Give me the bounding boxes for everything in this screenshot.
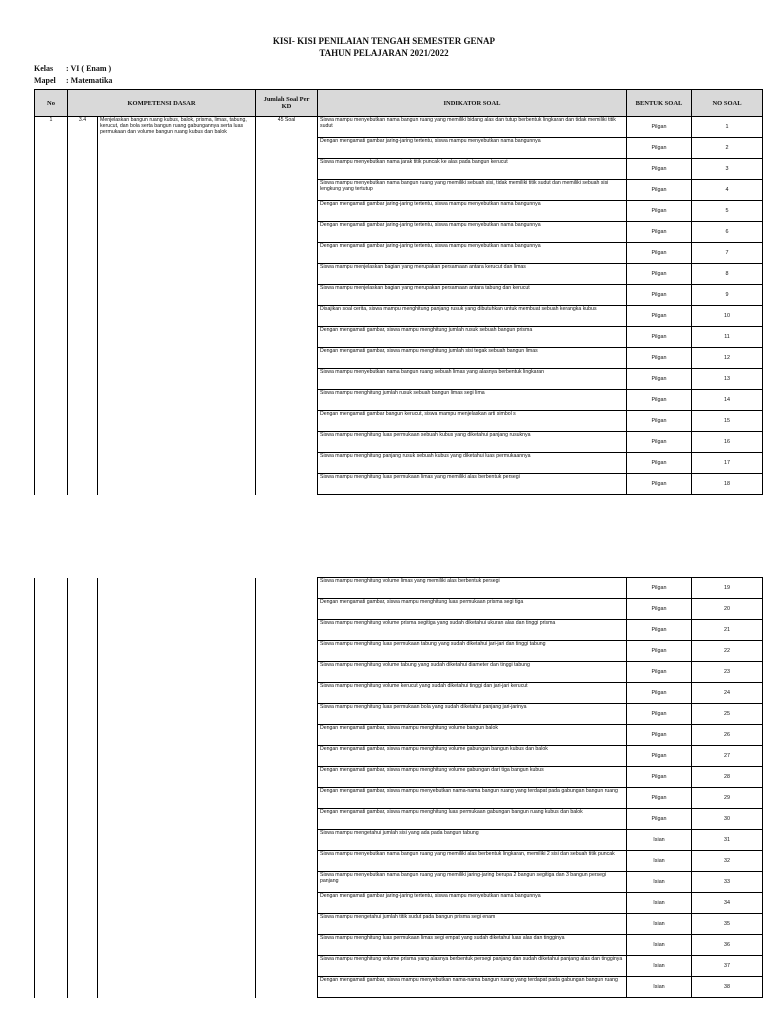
indikator-cell: Siswa mampu mengetahui jumlah titik sudut pada bangun prisma segi enam <box>318 914 627 935</box>
indikator-cell: Siswa mampu menyebutkan nama bangun ruang yang memiliki bidang alas dan tutup berbentuk lingkaran dan tidak memiliki titik sudut <box>318 117 627 138</box>
no-soal-cell: 22 <box>692 641 763 662</box>
bentuk-soal-cell: Pilgan <box>627 746 692 767</box>
no-soal-cell: 25 <box>692 704 763 725</box>
indikator-cell: Siswa mampu menghitung volume tabung yang sudah diketahui diameter dan tinggi tabung <box>318 662 627 683</box>
no-soal-cell: 17 <box>692 453 763 474</box>
indikator-cell: Dengan mengamati gambar, siswa mampu menghitung luas permukaan prisma segi tiga <box>318 599 627 620</box>
indikator-cell: Dengan mengamati gambar jaring-jaring tertentu, siswa mampu menyebutkan nama bangunnya <box>318 243 627 264</box>
kelas-label: Kelas <box>34 64 54 73</box>
no-soal-cell: 1 <box>692 117 763 138</box>
bentuk-soal-cell: Pilgan <box>627 683 692 704</box>
row-number: 1 <box>35 117 68 495</box>
no-soal-cell: 35 <box>692 914 763 935</box>
col-header-no: No <box>35 90 68 117</box>
no-soal-cell: 14 <box>692 390 763 411</box>
jumlah-soal: 45 Soal <box>256 117 318 495</box>
no-soal-cell: 36 <box>692 935 763 956</box>
bentuk-soal-cell: Pilgan <box>627 243 692 264</box>
kelas-value: : VI ( Enam ) <box>66 64 112 73</box>
indikator-cell: Siswa mampu mengetahui jumlah sisi yang ada pada bangun tabung <box>318 830 627 851</box>
bentuk-soal-cell: Pilgan <box>627 285 692 306</box>
bentuk-soal-cell: Isian <box>627 914 692 935</box>
bentuk-soal-cell: Isian <box>627 956 692 977</box>
bentuk-soal-cell: Pilgan <box>627 264 692 285</box>
indikator-cell: Siswa mampu menghitung panjang rusuk sebuah kubus yang diketahui luas permukaannya <box>318 453 627 474</box>
bentuk-soal-cell: Pilgan <box>627 201 692 222</box>
bentuk-soal-cell: Pilgan <box>627 327 692 348</box>
kisi-table-page2 <box>34 577 763 998</box>
bentuk-soal-cell: Isian <box>627 935 692 956</box>
col-header-kompetensi: KOMPETENSI DASAR <box>68 90 256 117</box>
no-soal-cell: 16 <box>692 432 763 453</box>
no-soal-cell: 3 <box>692 159 763 180</box>
bentuk-soal-cell: Pilgan <box>627 725 692 746</box>
bentuk-soal-cell: Pilgan <box>627 306 692 327</box>
kd-description <box>98 578 256 998</box>
indikator-cell: Siswa mampu menghitung luas permukaan limas segi empat yang sudah diketahui luas alas dan tingginya <box>318 935 627 956</box>
no-soal-cell: 11 <box>692 327 763 348</box>
mapel-value: : Matematika <box>66 76 113 85</box>
indikator-cell: Siswa mampu menghitung luas permukaan bola yang sudah diketahui panjang jari-jarinya <box>318 704 627 725</box>
indikator-cell: Dengan mengamati gambar jaring-jaring tertentu, siswa mampu menyebutkan nama bangunnya <box>318 893 627 914</box>
bentuk-soal-cell: Pilgan <box>627 432 692 453</box>
bentuk-soal-cell: Isian <box>627 977 692 998</box>
bentuk-soal-cell: Pilgan <box>627 620 692 641</box>
col-header-indikator: INDIKATOR SOAL <box>318 90 627 117</box>
jumlah-soal <box>256 578 318 998</box>
col-header-jumlah: Jumlah Soal Per KD <box>256 90 318 117</box>
indikator-cell: Siswa mampu menyebutkan nama bangun ruang yang memiliki alas berbentuk lingkaran, memiliki 2 sisi dan sebuah titik puncak <box>318 851 627 872</box>
no-soal-cell: 21 <box>692 620 763 641</box>
indikator-cell: Siswa mampu menghitung luas permukaan sebuah kubus yang diketahui panjang rusuknya <box>318 432 627 453</box>
indikator-cell: Disajikan soal cerita, siswa mampu menghitung panjang rusuk yang dibutuhkan untuk membuat sebuah kerangka kubus <box>318 306 627 327</box>
bentuk-soal-cell: Isian <box>627 872 692 893</box>
indikator-cell: Siswa mampu menyebutkan nama bangun ruang yang memiliki sebuah sisi, tidak memiliki titik sudut dan memiliki sebuah sisi lengkung yang tertutup <box>318 180 627 201</box>
bentuk-soal-cell: Pilgan <box>627 809 692 830</box>
no-soal-cell: 18 <box>692 474 763 495</box>
bentuk-soal-cell: Pilgan <box>627 411 692 432</box>
no-soal-cell: 31 <box>692 830 763 851</box>
mapel-line <box>34 76 112 85</box>
indikator-cell: Dengan mengamati gambar jaring-jaring tertentu, siswa mampu menyebutkan nama bangunnya <box>318 222 627 243</box>
indikator-cell: Dengan mengamati gambar, siswa mampu menghitung volume gabungan bangun kubus dan balok <box>318 746 627 767</box>
indikator-cell: Siswa mampu menghitung volume kerucut yang sudah diketahui tinggi dan jari-jari kerucut <box>318 683 627 704</box>
kd-description: Menjelaskan bangun ruang kubus, balok, prisma, limas, tabung, kerucut, dan bola serta bangun ruang gabungannya serta luas permukaan dan volume bangun ruang kubus dan balok <box>98 117 256 495</box>
kisi-table-page1 <box>34 89 763 495</box>
document-subtitle: TAHUN PELAJARAN 2021/2022 <box>319 48 449 58</box>
table-row <box>35 578 763 599</box>
table-header-row <box>35 90 763 117</box>
document-title: KISI- KISI PENILAIAN TENGAH SEMESTER GENAP <box>272 36 496 46</box>
indikator-cell: Siswa mampu menyebutkan nama bangun ruang sebuah limas yang alasnya berbentuk lingkaran <box>318 369 627 390</box>
bentuk-soal-cell: Pilgan <box>627 159 692 180</box>
indikator-cell: Dengan mengamati gambar, siswa mampu menghitung luas permukaan gabungan bangun ruang kubus dan balok <box>318 809 627 830</box>
bentuk-soal-cell: Pilgan <box>627 453 692 474</box>
no-soal-cell: 30 <box>692 809 763 830</box>
kelas-line <box>34 64 111 73</box>
mapel-label: Mapel <box>34 76 56 85</box>
no-soal-cell: 10 <box>692 306 763 327</box>
no-soal-cell: 28 <box>692 767 763 788</box>
indikator-cell: Dengan mengamati gambar, siswa mampu menghitung volume gabungan dari tiga bangun kubus <box>318 767 627 788</box>
indikator-cell: Siswa mampu menghitung volume limas yang memiliki alas berbentuk persegi <box>318 578 627 599</box>
bentuk-soal-cell: Pilgan <box>627 222 692 243</box>
kd-code: 3.4 <box>68 117 98 495</box>
no-soal-cell: 15 <box>692 411 763 432</box>
row-number <box>35 578 68 998</box>
indikator-cell: Dengan mengamati gambar bangun kerucut, siswa mampu menjelaskan arti simbol s <box>318 411 627 432</box>
no-soal-cell: 9 <box>692 285 763 306</box>
indikator-cell: Siswa mampu menyebutkan nama jarak titik puncak ke alas pada bangun kerucut <box>318 159 627 180</box>
col-header-nosoal: NO SOAL <box>692 90 763 117</box>
indikator-cell: Dengan mengamati gambar, siswa mampu menghitung jumlah sisi tegak sebuah bangun limas <box>318 348 627 369</box>
no-soal-cell: 32 <box>692 851 763 872</box>
no-soal-cell: 8 <box>692 264 763 285</box>
bentuk-soal-cell: Pilgan <box>627 599 692 620</box>
bentuk-soal-cell: Pilgan <box>627 369 692 390</box>
bentuk-soal-cell: Isian <box>627 893 692 914</box>
no-soal-cell: 2 <box>692 138 763 159</box>
kd-code <box>68 578 98 998</box>
indikator-cell: Siswa mampu menghitung volume prisma yang alasnya berbentuk persegi panjang dan sudah diketahui panjang alas dan tingginya <box>318 956 627 977</box>
bentuk-soal-cell: Pilgan <box>627 578 692 599</box>
indikator-cell: Siswa mampu menghitung volume prisma segitiga yang sudah diketahui ukuran alas dan tinggi prisma <box>318 620 627 641</box>
table-row <box>35 117 763 138</box>
no-soal-cell: 23 <box>692 662 763 683</box>
bentuk-soal-cell: Pilgan <box>627 788 692 809</box>
no-soal-cell: 26 <box>692 725 763 746</box>
bentuk-soal-cell: Pilgan <box>627 390 692 411</box>
bentuk-soal-cell: Pilgan <box>627 767 692 788</box>
no-soal-cell: 37 <box>692 956 763 977</box>
indikator-cell: Siswa mampu menyebutkan nama bangun ruang yang memiliki jaring-jaring berupa 2 bangun segitiga dan 3 bangun persegi panjang <box>318 872 627 893</box>
indikator-cell: Dengan mengamati gambar jaring-jaring tertentu, siswa mampu menyebutkan nama bangunnya <box>318 138 627 159</box>
indikator-cell: Siswa mampu menjelaskan bagian yang merupakan persamaan antara tabung dan kerucut <box>318 285 627 306</box>
no-soal-cell: 29 <box>692 788 763 809</box>
no-soal-cell: 7 <box>692 243 763 264</box>
indikator-cell: Siswa mampu menjelaskan bagian yang merupakan persamaan antara kerucut dan limas <box>318 264 627 285</box>
no-soal-cell: 24 <box>692 683 763 704</box>
no-soal-cell: 5 <box>692 201 763 222</box>
no-soal-cell: 38 <box>692 977 763 998</box>
indikator-cell: Siswa mampu menghitung jumlah rusuk sebuah bangun limas segi lima <box>318 390 627 411</box>
bentuk-soal-cell: Pilgan <box>627 117 692 138</box>
bentuk-soal-cell: Pilgan <box>627 138 692 159</box>
indikator-cell: Siswa mampu menghitung luas permukaan tabung yang sudah diketahui jari-jari dan tinggi tabung <box>318 641 627 662</box>
no-soal-cell: 6 <box>692 222 763 243</box>
indikator-cell: Siswa mampu menghitung luas permukaan limas yang memiliki alas berbentuk persegi <box>318 474 627 495</box>
indikator-cell: Dengan mengamati gambar, siswa mampu menyebutkan nama-nama bangun ruang yang terdapat pada gabungan bangun ruang <box>318 977 627 998</box>
bentuk-soal-cell: Pilgan <box>627 704 692 725</box>
bentuk-soal-cell: Pilgan <box>627 348 692 369</box>
indikator-cell: Dengan mengamati gambar jaring-jaring tertentu, siswa mampu menyebutkan nama bangunnya <box>318 201 627 222</box>
bentuk-soal-cell: Pilgan <box>627 641 692 662</box>
bentuk-soal-cell: Isian <box>627 851 692 872</box>
no-soal-cell: 33 <box>692 872 763 893</box>
no-soal-cell: 27 <box>692 746 763 767</box>
col-header-bentuk: BENTUK SOAL <box>627 90 692 117</box>
no-soal-cell: 20 <box>692 599 763 620</box>
no-soal-cell: 4 <box>692 180 763 201</box>
no-soal-cell: 12 <box>692 348 763 369</box>
bentuk-soal-cell: Isian <box>627 830 692 851</box>
bentuk-soal-cell: Pilgan <box>627 180 692 201</box>
bentuk-soal-cell: Pilgan <box>627 662 692 683</box>
bentuk-soal-cell: Pilgan <box>627 474 692 495</box>
indikator-cell: Dengan mengamati gambar, siswa mampu menghitung jumlah rusuk sebuah bangun prisma <box>318 327 627 348</box>
indikator-cell: Dengan mengamati gambar, siswa mampu menyebutkan nama-nama bangun ruang yang terdapat pada gabungan bangun ruang <box>318 788 627 809</box>
no-soal-cell: 19 <box>692 578 763 599</box>
no-soal-cell: 13 <box>692 369 763 390</box>
indikator-cell: Dengan mengamati gambar, siswa mampu menghitung volume bangun balok <box>318 725 627 746</box>
no-soal-cell: 34 <box>692 893 763 914</box>
